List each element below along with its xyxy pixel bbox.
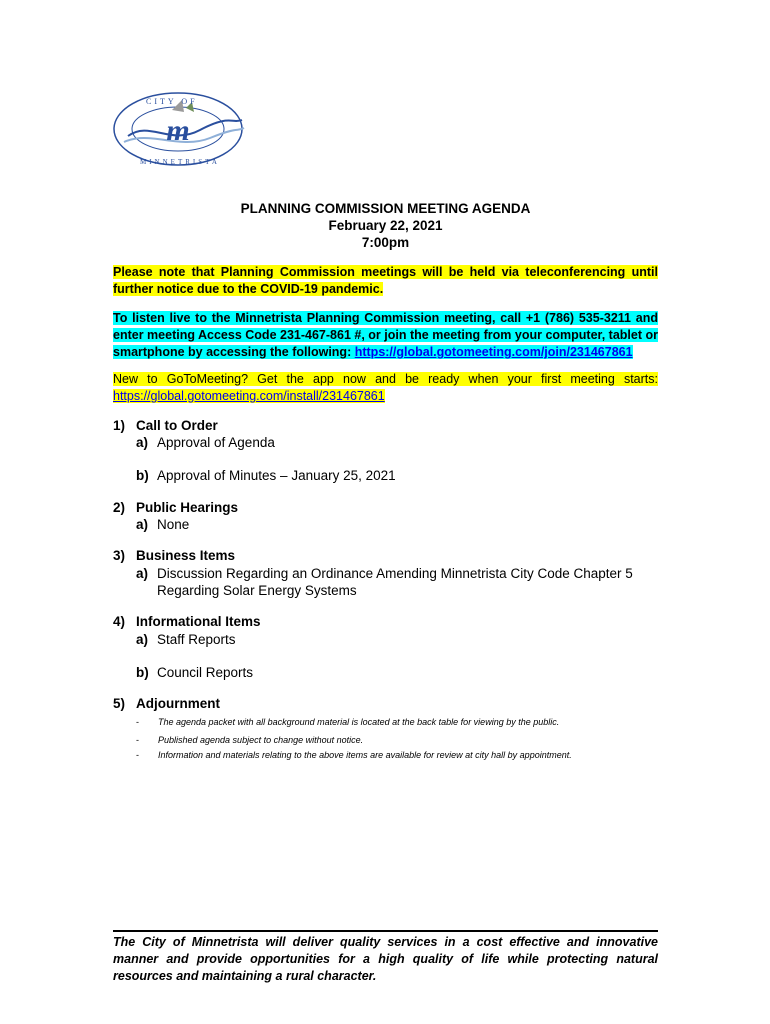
note-materials-availability [136, 750, 572, 761]
meeting-time: 7:00pm [361, 235, 410, 250]
subitem-approval-of-agenda [136, 434, 661, 451]
subitem-text-continued: Regarding Solar Energy Systems [157, 583, 357, 598]
agenda-title: PLANNING COMMISSION MEETING AGENDA [240, 201, 531, 216]
subitem-text: None [157, 517, 190, 532]
install-app-link[interactable]: https://global.gotomeeting.com/install/231467861 [113, 389, 385, 403]
subitem-text: Staff Reports [157, 632, 236, 647]
subitem-text: Approval of Minutes – January 25, 2021 [157, 468, 396, 483]
listen-instructions [113, 310, 658, 361]
teleconference-notice [113, 264, 658, 298]
item-number: 4) [113, 614, 126, 629]
join-meeting-link[interactable]: https://global.gotomeeting.com/join/231467861 [354, 345, 633, 359]
note-text: Published agenda subject to change without notice. [158, 735, 364, 745]
item-number: 1) [113, 418, 126, 433]
item-title: Adjournment [136, 696, 220, 711]
city-seal-logo [110, 90, 246, 168]
seal-bottom-text: MINNETRISTA [140, 158, 220, 166]
agenda-item-adjournment [113, 696, 220, 712]
listen-text: To listen live to the Minnetrista Planning Commission meeting, call +1 (786) 535-3211 and enter meeting Access Code 231-467-861 #, or join the meeting from your computer, tablet or smartphone by accessing the following: [113, 311, 658, 359]
subitem-none [136, 516, 661, 533]
note-agenda-packet [136, 717, 559, 728]
notice-text: Please note that Planning Commission meetings will be held via teleconferencing until further notice due to the COVID-19 pandemic. [113, 265, 658, 296]
seal-monogram: m [166, 114, 190, 147]
note-dash: - [136, 717, 139, 727]
subitem-letter: a) [136, 435, 149, 450]
subitem-council-reports [136, 664, 661, 681]
subitem-text: Approval of Agenda [157, 435, 275, 450]
subitem-staff-reports [136, 631, 661, 648]
subitem-approval-of-minutes [136, 467, 661, 484]
note-dash: - [136, 750, 139, 760]
subitem-letter: b) [136, 665, 149, 680]
subitem-text: Discussion Regarding an Ordinance Amending Minnetrista City Code Chapter 5 [157, 566, 633, 581]
subitem-letter: a) [136, 517, 149, 532]
item-number: 3) [113, 548, 126, 563]
subitem-text: Council Reports [157, 665, 254, 680]
meeting-date: February 22, 2021 [328, 218, 443, 233]
agenda-item-public-hearings [113, 500, 238, 516]
note-dash: - [136, 735, 139, 745]
app-text: New to GoToMeeting? Get the app now and be ready when your first meeting starts: [113, 372, 658, 386]
item-title: Call to Order [136, 418, 218, 433]
item-title: Public Hearings [136, 500, 239, 515]
note-text: Information and materials relating to the above items are available for review at city hall by appointment. [158, 750, 572, 760]
mission-statement: The City of Minnetrista will deliver quality services in a cost effective and innovative manner and provide opportunities for a high quality of life while protecting natural resources and maintaining a rural character. [113, 935, 658, 983]
note-text: The agenda packet with all background material is located at the back table for viewing by the public. [158, 717, 560, 727]
footer-divider [113, 930, 658, 932]
item-title: Informational Items [136, 614, 261, 629]
subitem-solar-ordinance [136, 565, 661, 599]
agenda-item-informational-items [113, 614, 261, 630]
item-title: Business Items [136, 548, 236, 563]
seal-top-text: CITY OF [146, 97, 198, 106]
gotomeeting-app-info [113, 371, 658, 405]
agenda-item-call-to-order [113, 418, 218, 434]
note-subject-to-change [136, 735, 363, 746]
item-number: 2) [113, 500, 126, 515]
subitem-letter: a) [136, 632, 149, 647]
subitem-letter: a) [136, 566, 149, 581]
agenda-item-business-items [113, 548, 235, 564]
subitem-letter: b) [136, 468, 149, 483]
item-number: 5) [113, 696, 126, 711]
